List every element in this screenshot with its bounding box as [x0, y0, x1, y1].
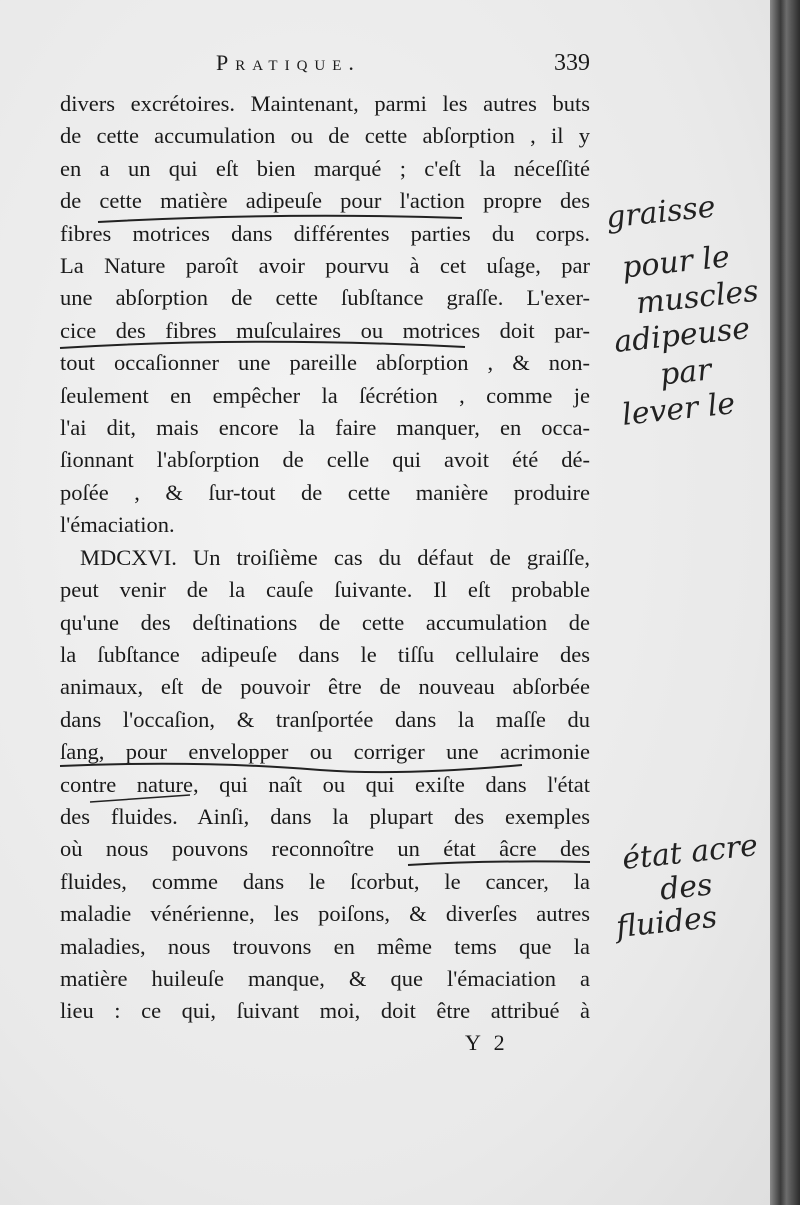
marginal-note: adipeuse [612, 310, 752, 361]
marginal-note: pour le [620, 239, 732, 286]
text-line: la ſubſtance adipeuſe dans le tiſſu cellulaire des [60, 641, 590, 667]
text-line: des fluides. Ainſi, dans la plupart des exemples [60, 803, 590, 829]
text-line: contre nature, qui naît ou qui exiſte dans l'état [60, 771, 590, 797]
text-line-underlined: ſang, pour envelopper ou corriger une acrimonie [60, 739, 590, 765]
text-line: maladies, nous trouvons en même tems que la [60, 933, 590, 959]
marginal-note: lever le [620, 386, 737, 433]
body-text [60, 88, 590, 1028]
text-line: l'ai dit, mais encore la faire manquer, en occa- [60, 415, 590, 441]
text-line: en a un qui eſt bien marqué ; c'eſt la néceſſité [60, 155, 590, 181]
text-line: maladie vénérienne, les poiſons, & diverſes autres [60, 901, 590, 927]
marginal-note: des [658, 867, 715, 908]
text-line: animaux, eſt de pouvoir être de nouveau abſorbée [60, 674, 590, 700]
text-line: tout occaſionner une pareille abſorption , & non- [60, 350, 590, 376]
text-line-underlined: cice des fibres muſculaires ou motrices doit par- [60, 317, 590, 343]
running-title: Pratique. [216, 50, 361, 75]
text-line: poſée , & ſur-tout de cette manière produire [60, 479, 590, 505]
text-line-underlined: où nous pouvons reconnoître un état âcre des [60, 836, 590, 862]
text-line: lieu : ce qui, ſuivant moi, doit être attribué à [60, 998, 590, 1024]
text-line: une abſorption de cette ſubſtance graſſe. L'exer- [60, 285, 590, 311]
marginal-note: par [658, 352, 714, 393]
text-line: peut venir de la cauſe ſuivante. Il eſt probable [60, 577, 590, 603]
text-line-underlined: de cette matière adipeuſe pour l'action propre des [60, 188, 590, 214]
marginal-note: graisse [604, 189, 718, 236]
book-spine-edge [770, 0, 800, 1205]
text-line-underlined: fibres motrices dans différentes parties du corps. [60, 220, 590, 246]
marginal-note: état acre [620, 827, 760, 878]
text-line: divers excrétoires. Maintenant, parmi les autres buts [60, 91, 590, 116]
text-line: ſionnant l'abſorption de celle qui avoit été dé- [60, 447, 590, 473]
text-line: de cette accumulation ou de cette abſorption , il y [60, 123, 590, 149]
page-header [60, 50, 590, 90]
text-line: qu'une des deſtinations de cette accumulation de [60, 609, 590, 635]
text-line: La Nature paroît avoir pourvu à cet uſage, par [60, 253, 590, 279]
text-line: dans l'occaſion, & tranſportée dans la maſſe du [60, 706, 590, 732]
marginal-note: fluides [614, 899, 719, 946]
signature-mark: Y 2 [465, 1030, 509, 1055]
text-line: matière huileuſe manque, & que l'émaciation a [60, 965, 590, 991]
text-line: ſeulement en empêcher la ſécrétion , comme je [60, 382, 590, 408]
page-number: 339 [554, 50, 590, 76]
text-line: fluides, comme dans le ſcorbut, le cancer, la [60, 868, 590, 894]
marginal-note: muscles [634, 273, 761, 322]
text-line: l'émaciation. [60, 512, 175, 538]
paragraph-start-line: MDCXVI. Un troiſième cas du défaut de graiſſe, [80, 544, 590, 570]
